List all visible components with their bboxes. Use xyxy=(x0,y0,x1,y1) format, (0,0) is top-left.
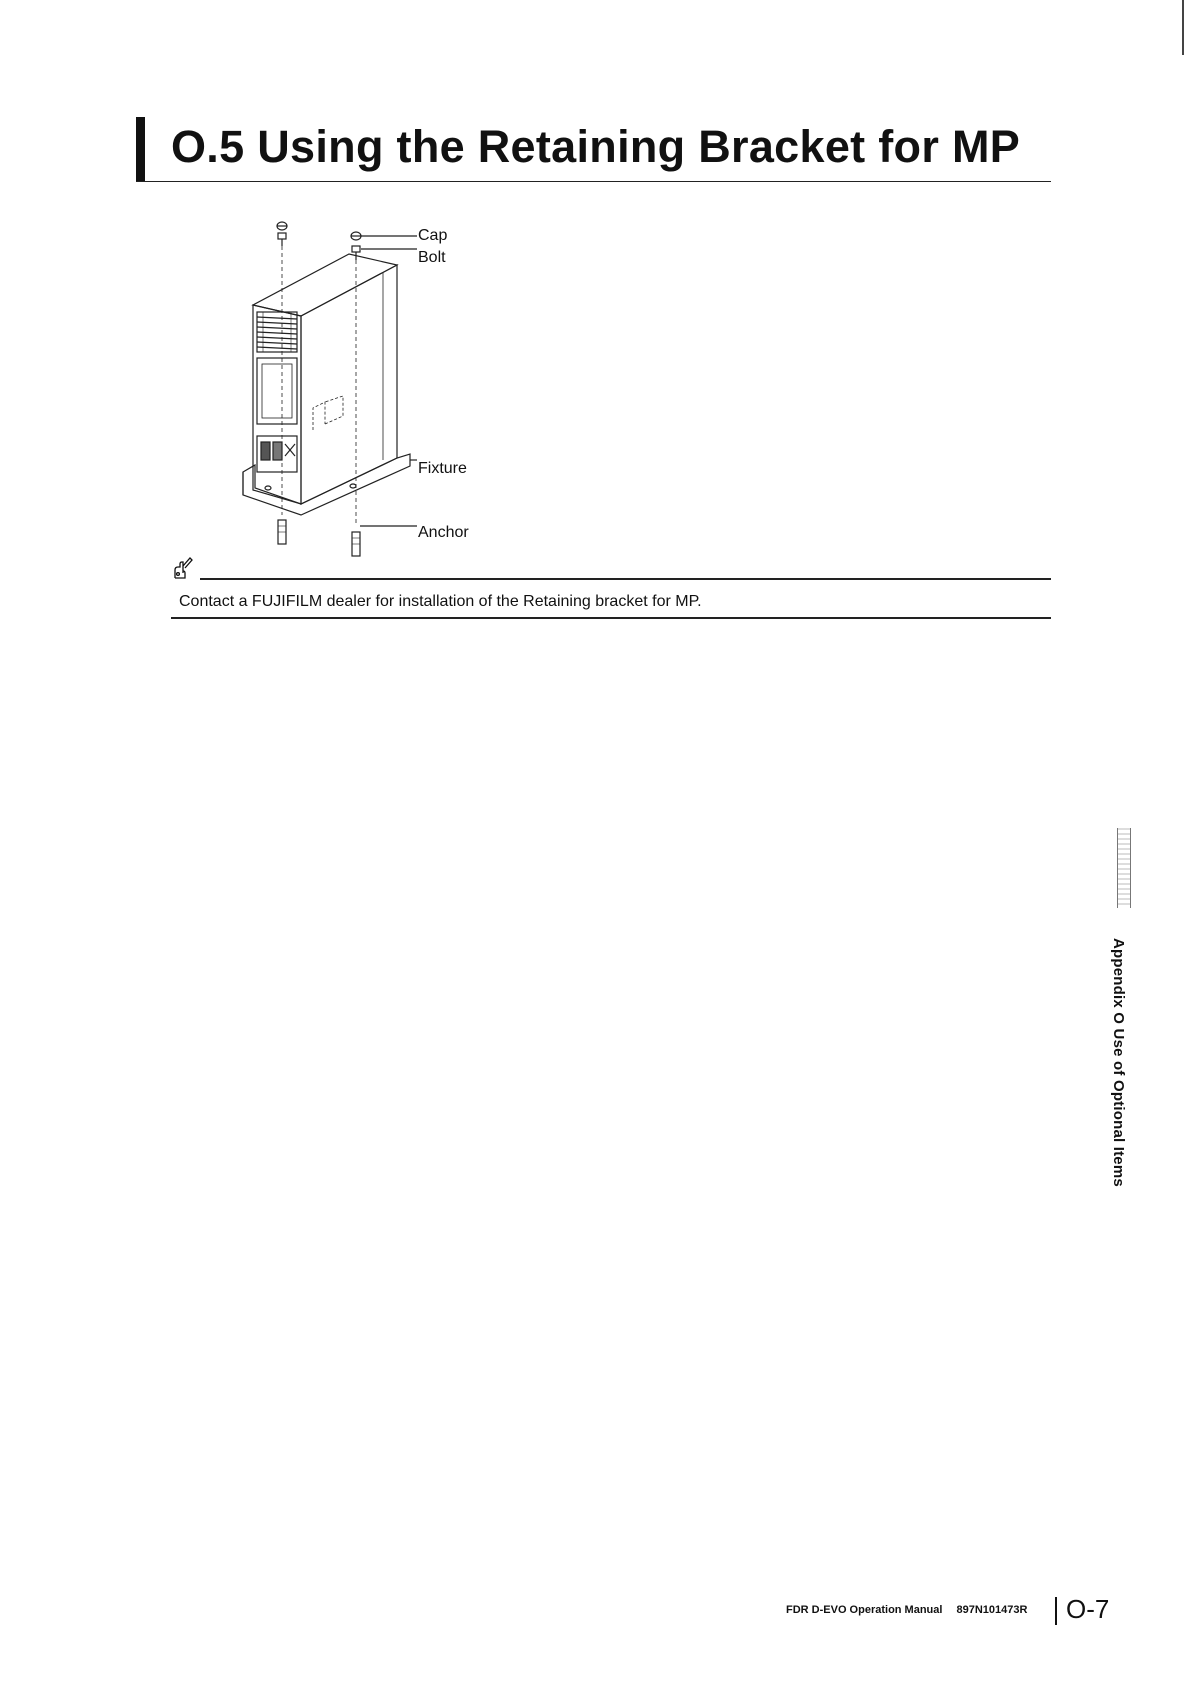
callout-cap: Cap xyxy=(418,227,448,244)
footer-info xyxy=(786,1604,1027,1616)
footer-doc-number: 897N101473R xyxy=(956,1604,1028,1616)
page-number: O-7 xyxy=(1066,1594,1110,1624)
note-bottom-rule xyxy=(171,617,1051,619)
retaining-bracket-illustration xyxy=(235,210,535,560)
side-tab-label: Appendix O Use of Optional Items xyxy=(1110,938,1127,1187)
footer-manual-title: FDR D-EVO Operation Manual xyxy=(786,1604,943,1616)
callout-anchor: Anchor xyxy=(418,524,469,541)
left-anchor xyxy=(278,520,286,544)
title-underline xyxy=(136,181,1051,182)
left-cap-bolt xyxy=(277,222,287,246)
pencil-hand-icon xyxy=(172,556,194,580)
page-edge-mark xyxy=(1182,0,1184,55)
callout-fixture: Fixture xyxy=(418,460,467,477)
side-tab-marker xyxy=(1117,828,1131,908)
note-text: Contact a FUJIFILM dealer for installation of the Retaining bracket for MP. xyxy=(179,593,702,610)
footer-separator xyxy=(1055,1597,1057,1625)
section-marker-bar xyxy=(136,117,145,182)
note-top-rule xyxy=(200,578,1051,580)
section-title: O.5 Using the Retaining Bracket for MP xyxy=(171,121,1021,172)
callout-bolt: Bolt xyxy=(418,249,446,266)
right-anchor xyxy=(352,532,360,556)
